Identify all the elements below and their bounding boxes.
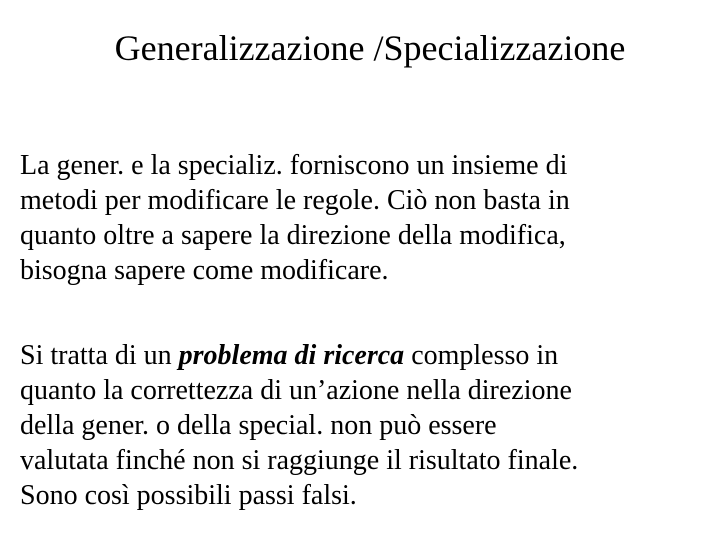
paragraph2-line-4: valutata finché non si raggiunge il risultato finale.: [20, 445, 579, 476]
paragraph1-line-2: metodi per modificare le regole. Ciò non basta in: [20, 185, 570, 216]
paragraph2-line-5: Sono così possibili passi falsi.: [20, 480, 357, 511]
paragraph2-line-2: quanto la correttezza di un’azione nella direzione: [20, 375, 572, 406]
paragraph2-line-1-before: Si tratta di un: [20, 340, 179, 371]
paragraph2-line-3: della gener. o della special. non può essere: [20, 410, 497, 441]
slide-title: Generalizzazione /Specializzazione: [114, 28, 626, 68]
emphasis-search-problem: problema di ricerca: [178, 340, 405, 371]
paragraph1-line-3: quanto oltre a sapere la direzione della modifica,: [20, 220, 566, 251]
paragraph-generalization-methods: [20, 148, 720, 288]
paragraph2-line-1: [20, 338, 720, 373]
paragraph-search-problem: [20, 338, 720, 513]
paragraph1-line-1: La gener. e la specializ. forniscono un insieme di: [20, 150, 568, 181]
paragraph1-line-4: bisogna sapere come modificare.: [20, 255, 389, 286]
paragraph2-line-1-after: complesso in: [404, 340, 559, 371]
